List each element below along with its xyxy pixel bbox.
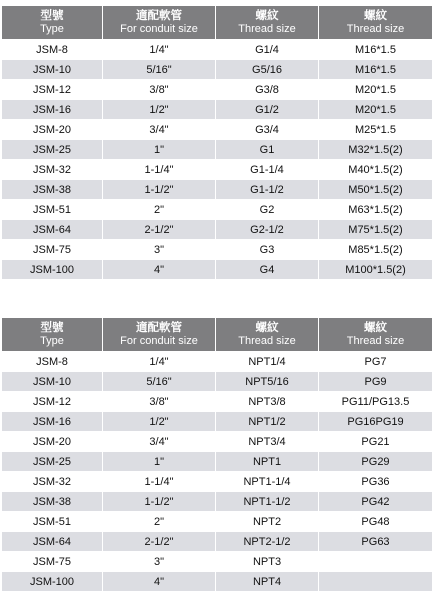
- cell-thread-size: NPT3/4: [216, 432, 319, 452]
- cell-conduit-size: 1": [103, 140, 216, 160]
- cell-thread-size: G5/16: [216, 60, 319, 80]
- header-type: 型號 Type: [2, 6, 103, 40]
- cell-thread-size: NPT4: [216, 572, 319, 592]
- cell-thread-size: NPT1/2: [216, 412, 319, 432]
- cell-conduit-size: 3/4": [103, 432, 216, 452]
- cell-thread-size: G2: [216, 200, 319, 220]
- cell-thread-size: NPT1-1/4: [216, 472, 319, 492]
- cell-conduit-size: 4": [103, 572, 216, 592]
- table-row: [2, 472, 433, 492]
- cell-type: JSM-75: [2, 552, 103, 572]
- cell-thread-size: NPT3: [216, 552, 319, 572]
- cell-type: JSM-100: [2, 260, 103, 280]
- cell-type: JSM-38: [2, 492, 103, 512]
- cell-type: JSM-25: [2, 140, 103, 160]
- cell-thread-size: NPT1: [216, 452, 319, 472]
- cell-conduit-size: 1/2": [103, 412, 216, 432]
- cell-thread-size: NPT2-1/2: [216, 532, 319, 552]
- cell-conduit-size: 1-1/4": [103, 160, 216, 180]
- cell-thread-size: NPT2: [216, 512, 319, 532]
- cell-thread-size: G1-1/4: [216, 160, 319, 180]
- table-row: [2, 160, 433, 180]
- cell-thread-size-2: M25*1.5: [319, 120, 433, 140]
- cell-thread-size-2: M32*1.5(2): [319, 140, 433, 160]
- table-row: [2, 572, 433, 592]
- cell-conduit-size: 3/8": [103, 80, 216, 100]
- header-thread-size-2: 螺紋 Thread size: [319, 318, 433, 352]
- cell-thread-size-2: M50*1.5(2): [319, 180, 433, 200]
- cell-type: JSM-32: [2, 160, 103, 180]
- cell-conduit-size: 3": [103, 240, 216, 260]
- table-row: [2, 180, 433, 200]
- cell-thread-size: NPT3/8: [216, 392, 319, 412]
- table-row: [2, 512, 433, 532]
- cell-conduit-size: 3/4": [103, 120, 216, 140]
- table-row: [2, 412, 433, 432]
- cell-thread-size: G4: [216, 260, 319, 280]
- cell-thread-size: G3/4: [216, 120, 319, 140]
- cell-thread-size-2: M75*1.5(2): [319, 220, 433, 240]
- cell-thread-size-2: M100*1.5(2): [319, 260, 433, 280]
- cell-thread-size-2: PG42: [319, 492, 433, 512]
- table-row: [2, 140, 433, 160]
- cell-thread-size-2: PG63: [319, 532, 433, 552]
- cell-type: JSM-38: [2, 180, 103, 200]
- cell-conduit-size: 4": [103, 260, 216, 280]
- cell-thread-size-2: PG48: [319, 512, 433, 532]
- table-row: [2, 240, 433, 260]
- cell-conduit-size: 2": [103, 200, 216, 220]
- cell-thread-size-2: M85*1.5(2): [319, 240, 433, 260]
- table-row: [2, 60, 433, 80]
- cell-conduit-size: 5/16": [103, 372, 216, 392]
- cell-type: JSM-8: [2, 352, 103, 372]
- cell-conduit-size: 1-1/4": [103, 472, 216, 492]
- table-row: [2, 492, 433, 512]
- table-row: [2, 40, 433, 60]
- cell-type: JSM-75: [2, 240, 103, 260]
- table-row: [2, 432, 433, 452]
- table-row: [2, 100, 433, 120]
- cell-thread-size: G3/8: [216, 80, 319, 100]
- cell-thread-size: G1-1/2: [216, 180, 319, 200]
- cell-thread-size-2: PG21: [319, 432, 433, 452]
- cell-thread-size-2: M40*1.5(2): [319, 160, 433, 180]
- header-type: 型號 Type: [2, 318, 103, 352]
- thread-table-metric: [1, 5, 433, 280]
- cell-type: JSM-8: [2, 40, 103, 60]
- table-header-row: [2, 318, 433, 352]
- cell-thread-size-2: M20*1.5: [319, 100, 433, 120]
- table-row: [2, 260, 433, 280]
- cell-conduit-size: 1-1/2": [103, 492, 216, 512]
- cell-thread-size: G2-1/2: [216, 220, 319, 240]
- cell-thread-size: G1/4: [216, 40, 319, 60]
- cell-thread-size-2: PG9: [319, 372, 433, 392]
- table-header-row: [2, 6, 433, 40]
- cell-type: JSM-12: [2, 392, 103, 412]
- table-row: [2, 120, 433, 140]
- cell-conduit-size: 2-1/2": [103, 532, 216, 552]
- cell-thread-size: G1/2: [216, 100, 319, 120]
- cell-conduit-size: 3/8": [103, 392, 216, 412]
- table-row: [2, 220, 433, 240]
- cell-thread-size-2: M20*1.5: [319, 80, 433, 100]
- cell-conduit-size: 1/4": [103, 40, 216, 60]
- header-thread-size-2: 螺紋 Thread size: [319, 6, 433, 40]
- cell-conduit-size: 1/4": [103, 352, 216, 372]
- cell-thread-size-2: [319, 552, 433, 572]
- cell-type: JSM-64: [2, 532, 103, 552]
- cell-type: JSM-25: [2, 452, 103, 472]
- cell-thread-size-2: PG11/PG13.5: [319, 392, 433, 412]
- cell-conduit-size: 1/2": [103, 100, 216, 120]
- cell-thread-size-2: M16*1.5: [319, 40, 433, 60]
- cell-thread-size-2: M16*1.5: [319, 60, 433, 80]
- cell-thread-size-2: PG29: [319, 452, 433, 472]
- table-row: [2, 532, 433, 552]
- cell-conduit-size: 3": [103, 552, 216, 572]
- cell-type: JSM-100: [2, 572, 103, 592]
- cell-type: JSM-64: [2, 220, 103, 240]
- cell-thread-size: G3: [216, 240, 319, 260]
- header-conduit-size: 適配軟管 For conduit size: [103, 318, 216, 352]
- table-row: [2, 452, 433, 472]
- cell-thread-size: NPT1-1/2: [216, 492, 319, 512]
- table-row: [2, 552, 433, 572]
- cell-type: JSM-20: [2, 120, 103, 140]
- cell-thread-size: NPT5/16: [216, 372, 319, 392]
- cell-conduit-size: 1": [103, 452, 216, 472]
- table-row: [2, 392, 433, 412]
- cell-thread-size-2: M63*1.5(2): [319, 200, 433, 220]
- cell-thread-size-2: PG7: [319, 352, 433, 372]
- cell-conduit-size: 1-1/2": [103, 180, 216, 200]
- cell-type: JSM-12: [2, 80, 103, 100]
- cell-thread-size: NPT1/4: [216, 352, 319, 372]
- cell-conduit-size: 2-1/2": [103, 220, 216, 240]
- cell-thread-size-2: PG16PG19: [319, 412, 433, 432]
- cell-type: JSM-20: [2, 432, 103, 452]
- cell-type: JSM-16: [2, 100, 103, 120]
- cell-thread-size: G1: [216, 140, 319, 160]
- cell-type: JSM-32: [2, 472, 103, 492]
- cell-thread-size-2: [319, 572, 433, 592]
- header-thread-size: 螺紋 Thread size: [216, 6, 319, 40]
- cell-type: JSM-10: [2, 372, 103, 392]
- cell-type: JSM-16: [2, 412, 103, 432]
- cell-thread-size-2: PG36: [319, 472, 433, 492]
- table-row: [2, 80, 433, 100]
- cell-type: JSM-10: [2, 60, 103, 80]
- cell-type: JSM-51: [2, 200, 103, 220]
- thread-table-npt-pg: [1, 317, 433, 592]
- header-thread-size: 螺紋 Thread size: [216, 318, 319, 352]
- table-separator: [0, 292, 433, 312]
- cell-type: JSM-51: [2, 512, 103, 532]
- table-row: [2, 352, 433, 372]
- cell-conduit-size: 5/16": [103, 60, 216, 80]
- header-conduit-size: 適配軟管 For conduit size: [103, 6, 216, 40]
- table-row: [2, 372, 433, 392]
- cell-conduit-size: 2": [103, 512, 216, 532]
- table-row: [2, 200, 433, 220]
